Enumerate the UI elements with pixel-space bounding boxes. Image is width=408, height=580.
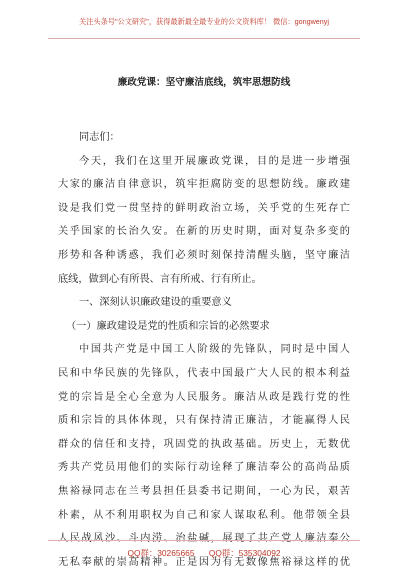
body-line: 中国共产党是中国工人阶级的先锋队，同时是中国人 (79, 344, 350, 356)
body-line: 民和中华民族的先锋队，代表中国最广大人民的根本利益 (58, 367, 350, 379)
footer (0, 547, 408, 559)
body-line: 群众的信任和支持，巩固党的执政基础。历史上，无数优 (58, 438, 350, 450)
body-line: 底线，做到心有所畏、言有所戒、行有所止。 (58, 273, 262, 285)
header-banner: 关注头条号"公文研究"，获得最新最全最专业的公文资料库！ 微信：gongwenyj (79, 17, 329, 26)
body-line: 今天，我们在这里开展廉政党课，目的是进一步增强 (79, 155, 350, 167)
body-line: 一、深刻认识廉政建设的重要意义 (79, 297, 232, 309)
body-line: 同志们： (79, 132, 120, 143)
body-line: 形势和各种诱惑，我们必须时刻保持清醒头脑，坚守廉洁 (58, 249, 350, 261)
document-body (58, 126, 350, 574)
body-line: 无私奉献的崇高精神。正是因为有无数像焦裕禄这样的优 (58, 556, 350, 568)
body-line: （一）廉政建设是党的性质和宗旨的必然要求 (66, 320, 270, 332)
body-line: 朴素，从不利用职权为自己和家人谋取私利。他带领全县 (58, 509, 350, 521)
footer-divider (48, 540, 360, 541)
body-line: 设是我们党一贯坚持的鲜明政治立场，关乎党的生死存亡 (58, 202, 350, 214)
body-line: 关乎国家的长治久安。在新的历史时期，面对复杂多变的 (58, 226, 350, 238)
header-divider (48, 38, 360, 39)
footer-qq-group-1: QQ群：30265665 (127, 548, 195, 558)
body-line: 大家的廉洁自律意识，筑牢拒腐防变的思想防线。廉政建 (58, 179, 350, 191)
body-line: 人民战风沙、斗内涝、治盐碱，展现了共产党人廉洁奉公 (58, 533, 350, 545)
body-line: 焦裕禄同志在兰考县担任县委书记期间，一心为民，艰苦 (58, 485, 350, 497)
footer-qq-group-2: QQ群：535304092 (208, 548, 281, 558)
body-line: 秀共产党员用他们的实际行动诠释了廉洁奉公的高尚品质 (58, 462, 350, 474)
body-line: 质和宗旨的具体体现，只有保持清正廉洁，才能赢得人民 (58, 415, 350, 427)
body-line: 党的宗旨是全心全意为人民服务。廉洁从政是践行党的性 (58, 391, 350, 403)
document-title: 廉政党课：坚守廉洁底线，筑牢思想防线 (117, 77, 291, 88)
